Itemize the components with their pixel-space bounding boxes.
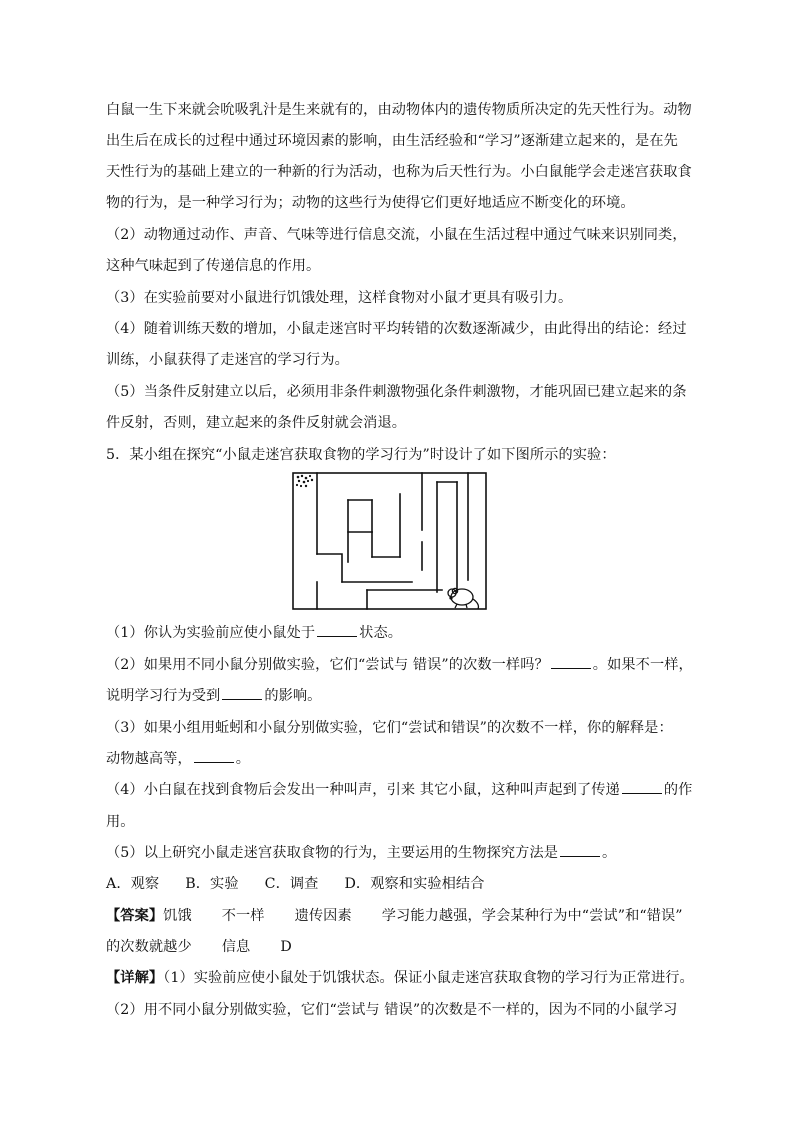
question-text: 的影响。 <box>264 688 322 704</box>
answer-blank[interactable] <box>560 843 600 857</box>
answer-line-cont <box>106 937 696 957</box>
question-text: 动物越高等， <box>106 751 192 767</box>
answer-item: 的次数就越少 <box>106 939 192 955</box>
text-line: 训练，小鼠获得了走迷宫的学习行为。 <box>106 352 349 368</box>
answer-blank[interactable] <box>622 780 662 794</box>
answer-item: 遗传因素 <box>294 908 352 924</box>
answer-tag: 【答案】 <box>106 908 164 924</box>
text-line: 这种气味起到了传递信息的作用。 <box>106 258 321 274</box>
question-text: 说明学习行为受到 <box>106 688 221 704</box>
option-a[interactable]: A．观察 <box>106 876 160 892</box>
option-b[interactable]: B．实验 <box>185 876 239 892</box>
text-line: 出生后在成长的过程中通过环境因素的影响，由生活经验和“学习”逐渐建立起来的，是在先 <box>106 133 678 149</box>
question-text: （4）小白鼠在找到食物后会发出一种叫声，引来 其它小鼠，这种叫声起到了传递 <box>106 782 620 798</box>
question-1 <box>106 623 696 643</box>
text-line: 件反射，否则，建立起来的条件反射就会消退。 <box>106 415 407 431</box>
question-3: （3）如果小组用蚯蚓和小鼠分别做实验，它们“尝试和错误”的次数不一样，你的解释是： <box>106 720 673 736</box>
question-text: （5）以上研究小鼠走迷宫获取食物的行为，主要运用的生物探究方法是 <box>106 845 559 861</box>
detail-line-2: （2）用不同小鼠分别做实验，它们“尝试与 错误”的次数是不一样的，因为不同的小鼠学习 <box>106 1002 678 1018</box>
option-d[interactable]: D．观察和实验相结合 <box>344 876 485 892</box>
question-text: 状态。 <box>359 625 403 641</box>
question-5 <box>106 843 696 863</box>
question-text: 。如果不一样， <box>592 657 693 673</box>
detail-text: （1）实验前应使小鼠处于饥饿状态。保证小鼠走迷宫获取食物的学习行为正常进行。 <box>163 970 694 986</box>
answer-blank[interactable] <box>551 655 591 669</box>
text-line: （3）在实验前要对小鼠进行饥饿处理，这样食物对小鼠才更具有吸引力。 <box>106 290 573 306</box>
text-line: 天性行为的基础上建立的一种新的行为活动，也称为后天性行为。小白鼠能学会走迷宫获取食 <box>106 164 692 180</box>
option-c[interactable]: C．调查 <box>264 876 319 892</box>
question-2-cont <box>106 686 696 706</box>
options-row <box>106 874 696 894</box>
answer-item: 学习能力越强，学会某种行为中“尝试”和“错误” <box>381 908 683 924</box>
mouse-icon <box>448 588 478 609</box>
maze-figure <box>292 472 488 612</box>
answer-item: 饥饿 <box>163 908 192 924</box>
food-pellets-icon <box>296 475 313 487</box>
question-text: （2）如果用不同小鼠分别做实验，它们“尝试与 错误”的次数一样吗？ <box>106 657 549 673</box>
question-5-stem: 5．某小组在探究“小鼠走迷宫获取食物的学习行为”时设计了如下图所示的实验： <box>106 447 616 463</box>
answer-item: 信息 <box>221 939 251 955</box>
detail-line <box>106 968 696 988</box>
answer-blank[interactable] <box>194 749 234 763</box>
text-line: 白鼠一生下来就会吮吸乳汁是生来就有的，由动物体内的遗传物质所决定的先天性行为。动物 <box>106 102 692 118</box>
question-4 <box>106 780 696 800</box>
answer-item: D <box>280 939 292 955</box>
question-text: （1）你认为实验前应使小鼠处于 <box>106 625 316 641</box>
answer-item: 不一样 <box>221 908 265 924</box>
question-text: 。 <box>235 751 251 767</box>
answer-line <box>106 906 696 926</box>
detail-tag: 【详解】 <box>106 970 164 986</box>
answer-blank[interactable] <box>222 686 262 700</box>
question-text: 的作 <box>663 782 693 798</box>
text-line: （5）当条件反射建立以后，必须用非条件刺激物强化条件刺激物，才能巩固已建立起来的条 <box>106 384 687 400</box>
answer-blank[interactable] <box>317 623 357 637</box>
text-line: （2）动物通过动作、声音、气味等进行信息交流，小鼠在生活过程中通过气味来识别同类， <box>106 227 687 243</box>
text-line: （4）随着训练天数的增加，小鼠走迷宫时平均转错的次数逐渐减少，由此得出的结论：经过 <box>106 321 687 337</box>
question-3-cont <box>106 749 696 769</box>
text-line: 物的行为，是一种学习行为；动物的这些行为使得它们更好地适应不断变化的环境。 <box>106 195 635 211</box>
question-text: 。 <box>602 845 617 861</box>
question-2 <box>106 655 696 675</box>
question-4-cont: 用。 <box>106 814 135 830</box>
